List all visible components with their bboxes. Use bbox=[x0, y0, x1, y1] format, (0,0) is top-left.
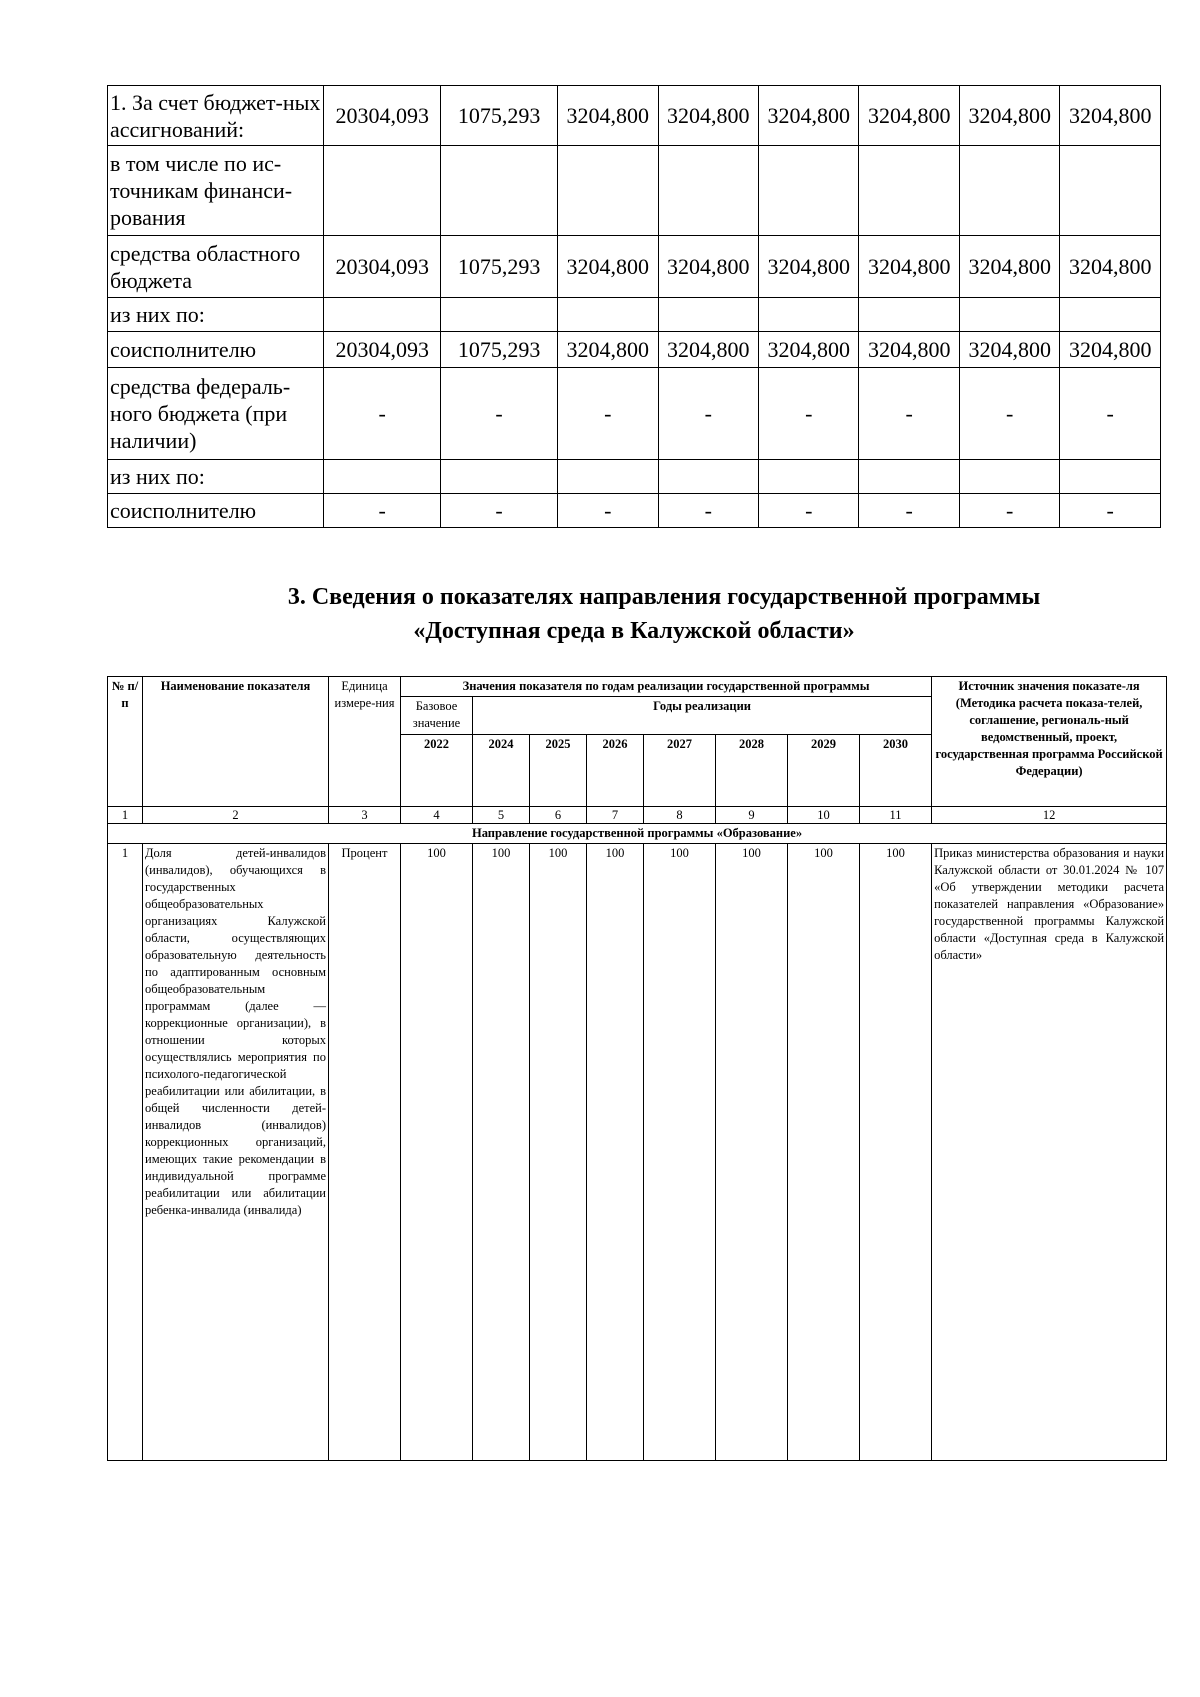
column-number: 12 bbox=[932, 807, 1167, 824]
value-cell bbox=[1060, 460, 1161, 494]
value-cell bbox=[558, 146, 658, 236]
value-cell bbox=[324, 146, 441, 236]
budget-row bbox=[108, 298, 1161, 332]
value-cell bbox=[859, 460, 959, 494]
value-cell bbox=[658, 460, 758, 494]
value-cell: 3204,800 bbox=[558, 236, 658, 298]
value-cell bbox=[758, 146, 858, 236]
indicator-value: 100 bbox=[473, 844, 530, 1461]
header-year: 2028 bbox=[716, 735, 788, 807]
value-cell: 3204,800 bbox=[959, 236, 1059, 298]
header-year: 2024 bbox=[473, 735, 530, 807]
indicator-value: 100 bbox=[587, 844, 644, 1461]
value-cell bbox=[658, 146, 758, 236]
value-cell bbox=[959, 298, 1059, 332]
section-heading-line1: 3. Сведения о показателях направления государственной программы bbox=[287, 584, 1041, 610]
column-number: 9 bbox=[716, 807, 788, 824]
value-cell bbox=[441, 146, 558, 236]
value-cell: - bbox=[1060, 368, 1161, 460]
value-cell bbox=[558, 460, 658, 494]
value-cell: - bbox=[558, 368, 658, 460]
section-row bbox=[108, 824, 1167, 844]
header-values-group: Значения показателя по годам реализации государственной программы bbox=[401, 677, 932, 697]
indicator-value: 100 bbox=[644, 844, 716, 1461]
header-base-year: 2022 bbox=[401, 735, 473, 807]
header-years-group: Годы реализации bbox=[473, 697, 932, 735]
value-cell: 3204,800 bbox=[658, 86, 758, 146]
budget-row bbox=[108, 494, 1161, 528]
indicator-unit: Процент bbox=[329, 844, 401, 1461]
column-number: 5 bbox=[473, 807, 530, 824]
row-label: соисполнителю bbox=[108, 332, 324, 368]
value-cell: 3204,800 bbox=[758, 332, 858, 368]
value-cell: - bbox=[959, 494, 1059, 528]
column-number: 3 bbox=[329, 807, 401, 824]
header-no: № п/п bbox=[108, 677, 143, 807]
indicators-table bbox=[107, 676, 1167, 1461]
column-number: 7 bbox=[587, 807, 644, 824]
value-cell: 3204,800 bbox=[1060, 236, 1161, 298]
header-year: 2030 bbox=[860, 735, 932, 807]
value-cell bbox=[758, 298, 858, 332]
value-cell: - bbox=[758, 494, 858, 528]
budget-row bbox=[108, 86, 1161, 146]
value-cell bbox=[558, 298, 658, 332]
value-cell bbox=[959, 146, 1059, 236]
value-cell bbox=[441, 298, 558, 332]
value-cell bbox=[959, 460, 1059, 494]
budget-table bbox=[107, 85, 1161, 528]
column-number: 8 bbox=[644, 807, 716, 824]
budget-row bbox=[108, 332, 1161, 368]
row-label: 1. За счет бюджет-ных ассигнований: bbox=[108, 86, 324, 146]
value-cell: 3204,800 bbox=[758, 236, 858, 298]
indicator-value: 100 bbox=[716, 844, 788, 1461]
budget-row bbox=[108, 368, 1161, 460]
indicator-value: 100 bbox=[530, 844, 587, 1461]
section-title: Направление государственной программы «Образование» bbox=[108, 824, 1167, 844]
value-cell bbox=[324, 298, 441, 332]
value-cell: 1075,293 bbox=[441, 86, 558, 146]
budget-row bbox=[108, 236, 1161, 298]
value-cell: 3204,800 bbox=[658, 236, 758, 298]
header-year: 2026 bbox=[587, 735, 644, 807]
value-cell bbox=[859, 298, 959, 332]
value-cell: - bbox=[324, 494, 441, 528]
value-cell: 3204,800 bbox=[859, 236, 959, 298]
column-numbers-row bbox=[108, 807, 1167, 824]
indicator-no: 1 bbox=[108, 844, 143, 1461]
column-number: 11 bbox=[860, 807, 932, 824]
value-cell bbox=[658, 298, 758, 332]
header-unit: Единица измере-ния bbox=[329, 677, 401, 807]
value-cell: 3204,800 bbox=[1060, 86, 1161, 146]
indicator-value: 100 bbox=[788, 844, 860, 1461]
value-cell: 1075,293 bbox=[441, 332, 558, 368]
indicator-name: Доля детей-инвалидов (инвалидов), обучающихся в государственных общеобразовательных организациях Калужской области, осуществляющих образовательную деятельность по адаптированным основным общеобразовательным программам (далее — коррекционные организации), в отношении которых осуществлялись мероприятия по психолого-педагогической реабилитации или абилитации, в общей численности детей-инвалидов (инвалидов) коррекционных организаций, имеющих такие рекомендации в индивидуальной программе реабилитации или абилитации ребенка-инвалида (инвалида) bbox=[143, 844, 329, 1461]
column-number: 6 bbox=[530, 807, 587, 824]
indicator-value: 100 bbox=[860, 844, 932, 1461]
budget-row bbox=[108, 460, 1161, 494]
row-label: из них по: bbox=[108, 460, 324, 494]
column-number: 2 bbox=[143, 807, 329, 824]
value-cell: 20304,093 bbox=[324, 332, 441, 368]
value-cell bbox=[441, 460, 558, 494]
indicator-base-value: 100 bbox=[401, 844, 473, 1461]
value-cell: 20304,093 bbox=[324, 236, 441, 298]
value-cell: - bbox=[558, 494, 658, 528]
row-label: соисполнителю bbox=[108, 494, 324, 528]
value-cell bbox=[1060, 298, 1161, 332]
header-year: 2029 bbox=[788, 735, 860, 807]
value-cell bbox=[324, 460, 441, 494]
value-cell: - bbox=[658, 494, 758, 528]
budget-row bbox=[108, 146, 1161, 236]
value-cell: - bbox=[441, 368, 558, 460]
value-cell: - bbox=[441, 494, 558, 528]
value-cell bbox=[859, 146, 959, 236]
value-cell: 20304,093 bbox=[324, 86, 441, 146]
row-label: из них по: bbox=[108, 298, 324, 332]
header-source: Источник значения показате-ля (Методика расчета показа-телей, соглашение, региональ-ный ведомственный, проект, государственная программа Российской Федерации) bbox=[932, 677, 1167, 807]
value-cell: 3204,800 bbox=[758, 86, 858, 146]
value-cell: 3204,800 bbox=[959, 86, 1059, 146]
section-heading bbox=[107, 580, 1161, 648]
value-cell bbox=[758, 460, 858, 494]
header-year: 2027 bbox=[644, 735, 716, 807]
value-cell: 3204,800 bbox=[658, 332, 758, 368]
column-number: 10 bbox=[788, 807, 860, 824]
value-cell bbox=[1060, 146, 1161, 236]
value-cell: 1075,293 bbox=[441, 236, 558, 298]
indicator-source: Приказ министерства образования и науки Калужской области от 30.01.2024 № 107 «Об утверждении методики расчета показателей направления «Образование» государственной программы Калужской области «Доступная среда в Калужской области» bbox=[932, 844, 1167, 1461]
column-number: 1 bbox=[108, 807, 143, 824]
section-heading-line2: «Доступная среда в Калужской области» bbox=[413, 618, 855, 644]
row-label: средства федераль-ного бюджета (при наличии) bbox=[108, 368, 324, 460]
value-cell: 3204,800 bbox=[558, 86, 658, 146]
value-cell: - bbox=[324, 368, 441, 460]
value-cell: - bbox=[658, 368, 758, 460]
value-cell: - bbox=[859, 368, 959, 460]
row-label: средства областного бюджета bbox=[108, 236, 324, 298]
value-cell: - bbox=[758, 368, 858, 460]
value-cell: 3204,800 bbox=[558, 332, 658, 368]
header-year: 2025 bbox=[530, 735, 587, 807]
value-cell: - bbox=[959, 368, 1059, 460]
value-cell: 3204,800 bbox=[959, 332, 1059, 368]
value-cell: - bbox=[1060, 494, 1161, 528]
value-cell: 3204,800 bbox=[859, 332, 959, 368]
value-cell: 3204,800 bbox=[1060, 332, 1161, 368]
header-base-value: Базовое значение bbox=[401, 697, 473, 735]
column-number: 4 bbox=[401, 807, 473, 824]
indicator-row bbox=[108, 844, 1167, 1461]
row-label: в том числе по ис-точникам финанси-рования bbox=[108, 146, 324, 236]
header-name: Наименование показателя bbox=[143, 677, 329, 807]
value-cell: - bbox=[859, 494, 959, 528]
value-cell: 3204,800 bbox=[859, 86, 959, 146]
